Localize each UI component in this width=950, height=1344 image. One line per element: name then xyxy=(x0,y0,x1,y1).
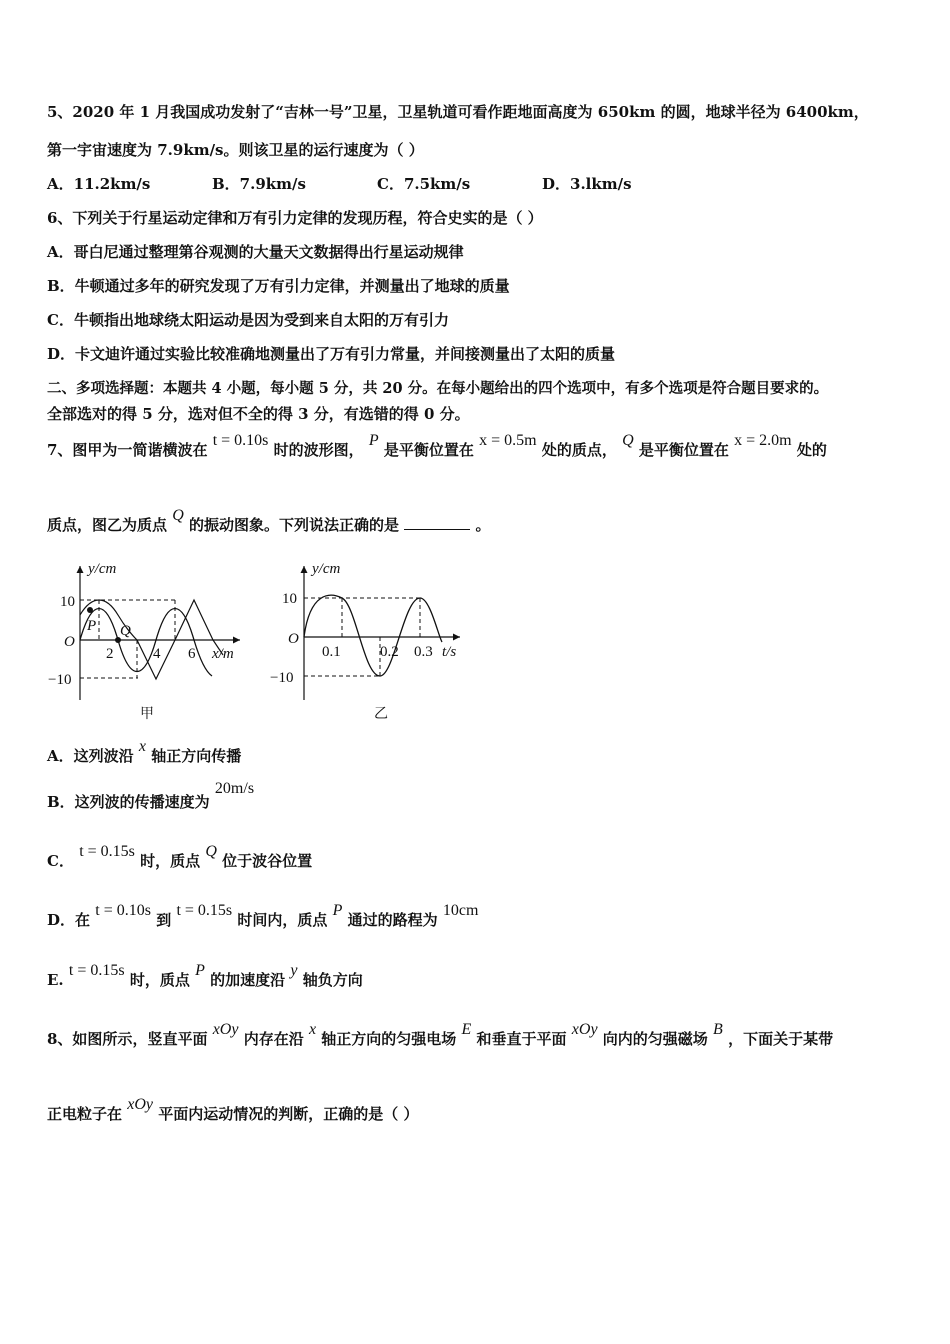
q5-option-c[interactable]: C．7.5km/s xyxy=(377,175,471,193)
option-text: B．这列波的传播速度为 xyxy=(47,793,210,811)
q7-text: 质点，图乙为质点 xyxy=(47,516,168,534)
q8-stem-line1 xyxy=(47,1021,834,1050)
q7-point-q-symbol: Q xyxy=(622,432,634,449)
plane-symbol: xOy xyxy=(127,1096,154,1113)
q6-option-d[interactable]: D．卡文迪许通过实验比较准确地测量出了万有引力常量，并间接测量出了太阳的质量 xyxy=(47,345,616,363)
option-text: 到 xyxy=(156,911,172,929)
q7-text: 是平衡位置在 xyxy=(638,441,729,459)
q7-option-e[interactable] xyxy=(47,962,363,991)
y-tick-label: 10 xyxy=(282,591,297,607)
q7-stem-line1 xyxy=(47,432,827,461)
y-tick-label: −10 xyxy=(48,672,72,688)
point-q-label: Q xyxy=(120,623,131,639)
figure-caption-jia: 甲 xyxy=(140,706,154,722)
q8-text: 8、如图所示，竖直平面 xyxy=(47,1030,208,1048)
y-axis-label: y/cm xyxy=(88,561,117,577)
t-axis-label: t/s xyxy=(442,644,457,660)
q8-text: 内存在沿 xyxy=(243,1030,304,1048)
p-symbol: P xyxy=(195,962,205,979)
origin-label: O xyxy=(288,631,299,647)
q8-text: 平面内运动情况的判断，正确的是（ ） xyxy=(158,1105,419,1123)
q5-option-a[interactable]: A．11.2km/s xyxy=(47,175,151,193)
t-tick-label: 0.2 xyxy=(380,644,399,660)
time-formula: t = 0.15s xyxy=(79,843,135,860)
q7-text: 。 xyxy=(475,516,491,534)
q7-option-d[interactable] xyxy=(47,902,479,931)
y-tick-label: 10 xyxy=(60,594,75,610)
x-axis-label: x/m xyxy=(212,646,234,662)
speed-value: 20m/s xyxy=(214,780,255,797)
q7-time-formula: t = 0.10s xyxy=(212,432,269,449)
x-symbol: x xyxy=(308,1021,317,1038)
q7-option-a[interactable] xyxy=(47,738,242,767)
time-formula: t = 0.15s xyxy=(68,962,125,979)
q5-option-d[interactable]: D．3.lkm/s xyxy=(542,175,632,193)
q6-option-a[interactable]: A．哥白尼通过整理第谷观测的大量天文数据得出行星运动规律 xyxy=(47,243,464,261)
x-symbol: x xyxy=(138,738,146,755)
plane-symbol: xOy xyxy=(212,1021,239,1038)
t-tick-label: 0.1 xyxy=(322,644,341,660)
y-tick-label: −10 xyxy=(270,670,294,686)
option-text: 轴负方向 xyxy=(302,971,363,989)
q-symbol: Q xyxy=(205,843,217,860)
x-tick-label: 2 xyxy=(106,646,114,662)
q7-option-b[interactable] xyxy=(47,780,255,813)
q7-text: 处的质点， xyxy=(541,441,617,459)
t-tick-label: 0.3 xyxy=(414,644,433,660)
option-text: 通过的路程为 xyxy=(347,911,438,929)
x-tick-label: 6 xyxy=(188,646,196,662)
q7-text: 处的 xyxy=(796,441,827,459)
q7-point-q-symbol: Q xyxy=(172,507,184,524)
q7-point-p-symbol: P xyxy=(368,432,379,449)
q5-option-b[interactable]: B．7.9km/s xyxy=(212,175,306,193)
option-text: 时，质点 xyxy=(129,971,190,989)
wave-curve xyxy=(80,609,212,677)
point-p-label: P xyxy=(87,618,97,634)
point-p-marker xyxy=(87,607,93,613)
option-text: 的加速度沿 xyxy=(210,971,286,989)
vibration-graph-yi xyxy=(262,560,477,725)
y-symbol: y xyxy=(290,962,298,979)
q6-option-c[interactable]: C．牛顿指出地球绕太阳运动是因为受到来自太阳的万有引力 xyxy=(47,311,449,329)
q7-position-formula-q: x = 2.0m xyxy=(734,432,792,449)
q8-text: 轴正方向的匀强电场 xyxy=(321,1030,457,1048)
option-text: D．在 xyxy=(47,911,91,929)
distance-value: 10cm xyxy=(442,902,479,919)
x-tick-label: 4 xyxy=(153,646,161,662)
q8-text: 和垂直于平面 xyxy=(476,1030,567,1048)
field-b-symbol: B xyxy=(713,1021,723,1038)
q8-stem-line2 xyxy=(47,1096,419,1125)
option-text: 轴正方向传播 xyxy=(151,747,242,765)
q7-stem-line2 xyxy=(47,507,491,536)
q5-stem-line2: 第一宇宙速度为 7.9km/s。则该卫星的运行速度为（ ） xyxy=(47,141,424,159)
field-e-symbol: E xyxy=(461,1021,472,1038)
option-text: 时间内，质点 xyxy=(237,911,328,929)
q5-stem-line1: 5、2020 年 1 月我国成功发射了“吉林一号”卫星，卫星轨道可看作距地面高度为 650km 的圆，地球半径为 6400km， xyxy=(47,103,869,121)
plane-symbol: xOy xyxy=(571,1021,598,1038)
q8-text: ，下面关于某带 xyxy=(728,1030,834,1048)
option-text: E. xyxy=(47,971,64,989)
p-symbol: P xyxy=(332,902,343,919)
figure-caption-yi: 乙 xyxy=(374,706,388,722)
option-text: A．这列波沿 xyxy=(47,747,134,765)
q8-text: 正电粒子在 xyxy=(47,1105,123,1123)
q6-stem: 6、下列关于行星运动定律和万有引力定律的发现历程，符合史实的是（ ） xyxy=(47,209,543,227)
q7-option-c[interactable] xyxy=(47,843,313,872)
option-text: 时，质点 xyxy=(140,852,201,870)
q7-text: 时的波形图， xyxy=(273,441,364,459)
option-text: 位于波谷位置 xyxy=(222,852,313,870)
q6-option-b[interactable]: B．牛顿通过多年的研究发现了万有引力定律，并测量出了地球的质量 xyxy=(47,277,510,295)
q7-text: 是平衡位置在 xyxy=(383,441,474,459)
q7-text: 的振动图象。下列说法正确的是 xyxy=(189,516,400,534)
q7-text: 7、图甲为一简谐横波在 xyxy=(47,441,208,459)
section2-heading-line1: 二、多项选择题：本题共 4 小题，每小题 5 分，共 20 分。在每小题给出的四个选项中，有多个选项是符合题目要求的。 xyxy=(47,380,829,397)
q8-text: 向内的匀强磁场 xyxy=(602,1030,708,1048)
time-formula: t = 0.10s xyxy=(95,902,151,919)
origin-label: O xyxy=(64,634,75,650)
vibration-curve xyxy=(304,595,442,676)
section2-heading-line2: 全部选对的得 5 分，选对但不全的得 3 分，有选错的得 0 分。 xyxy=(47,405,470,423)
y-axis-label: y/cm xyxy=(312,561,341,577)
option-text: C． xyxy=(47,852,74,870)
time-formula: t = 0.15s xyxy=(176,902,233,919)
answer-blank[interactable] xyxy=(404,515,470,530)
q7-position-formula-p: x = 0.5m xyxy=(479,432,537,449)
wave-graph-jia xyxy=(40,560,255,725)
